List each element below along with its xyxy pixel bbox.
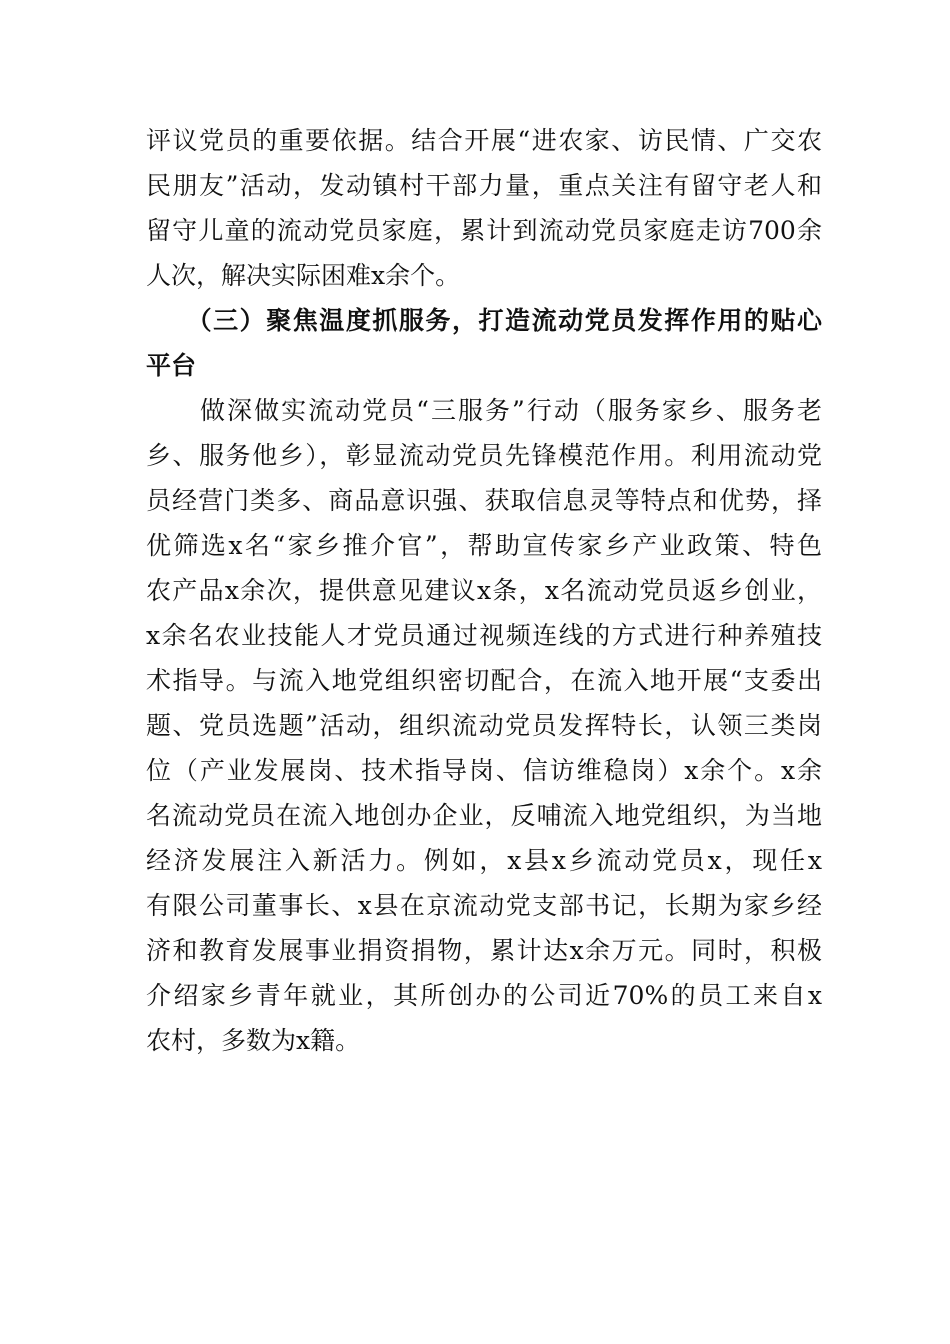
paragraph-visit-families: [146, 118, 822, 298]
text-line: 做深做实流动党员“三服务”行动（服务家乡、服务老: [146, 396, 822, 425]
text-line: 农村，多数为x籍。: [146, 1026, 361, 1055]
section-heading-3: [146, 298, 822, 388]
heading-line: 平台: [146, 351, 197, 380]
text-line: 济和教育发展事业捐资捐物，累计达x余万元。同时，积极: [146, 936, 822, 965]
text-line: 经济发展注入新活力。例如，x县x乡流动党员x，现任x: [146, 846, 822, 875]
text-line: 民朋友”活动，发动镇村干部力量，重点关注有留守老人和: [146, 171, 822, 200]
paragraph-three-services: [146, 388, 822, 1063]
heading-line: （三）聚焦温度抓服务，打造流动党员发挥作用的贴心: [146, 306, 822, 335]
text-line: 乡、服务他乡），彰显流动党员先锋模范作用。利用流动党: [146, 441, 822, 470]
text-line: 有限公司董事长、x县在京流动党支部书记，长期为家乡经: [146, 891, 822, 920]
text-line: 术指导。与流入地党组织密切配合，在流入地开展“支委出: [146, 666, 822, 695]
text-line: 题、党员选题”活动，组织流动党员发挥特长，认领三类岗: [146, 711, 822, 740]
text-line: 优筛选x名“家乡推介官”，帮助宣传家乡产业政策、特色: [146, 531, 822, 560]
text-line: 名流动党员在流入地创办企业，反哺流入地党组织，为当地: [146, 801, 822, 830]
text-line: 人次，解决实际困难x余个。: [146, 261, 461, 290]
text-line: 位（产业发展岗、技术指导岗、信访维稳岗）x余个。x余: [146, 756, 822, 785]
text-line: 留守儿童的流动党员家庭，累计到流动党员家庭走访700余: [146, 216, 822, 245]
text-line: 评议党员的重要依据。结合开展“进农家、访民情、广交农: [146, 126, 822, 155]
text-line: 介绍家乡青年就业，其所创办的公司近70%的员工来自x: [146, 981, 822, 1010]
text-line: 员经营门类多、商品意识强、获取信息灵等特点和优势，择: [146, 486, 822, 515]
text-line: x余名农业技能人才党员通过视频连线的方式进行种养殖技: [146, 621, 822, 650]
text-line: 农产品x余次，提供意见建议x条，x名流动党员返乡创业，: [146, 576, 822, 605]
